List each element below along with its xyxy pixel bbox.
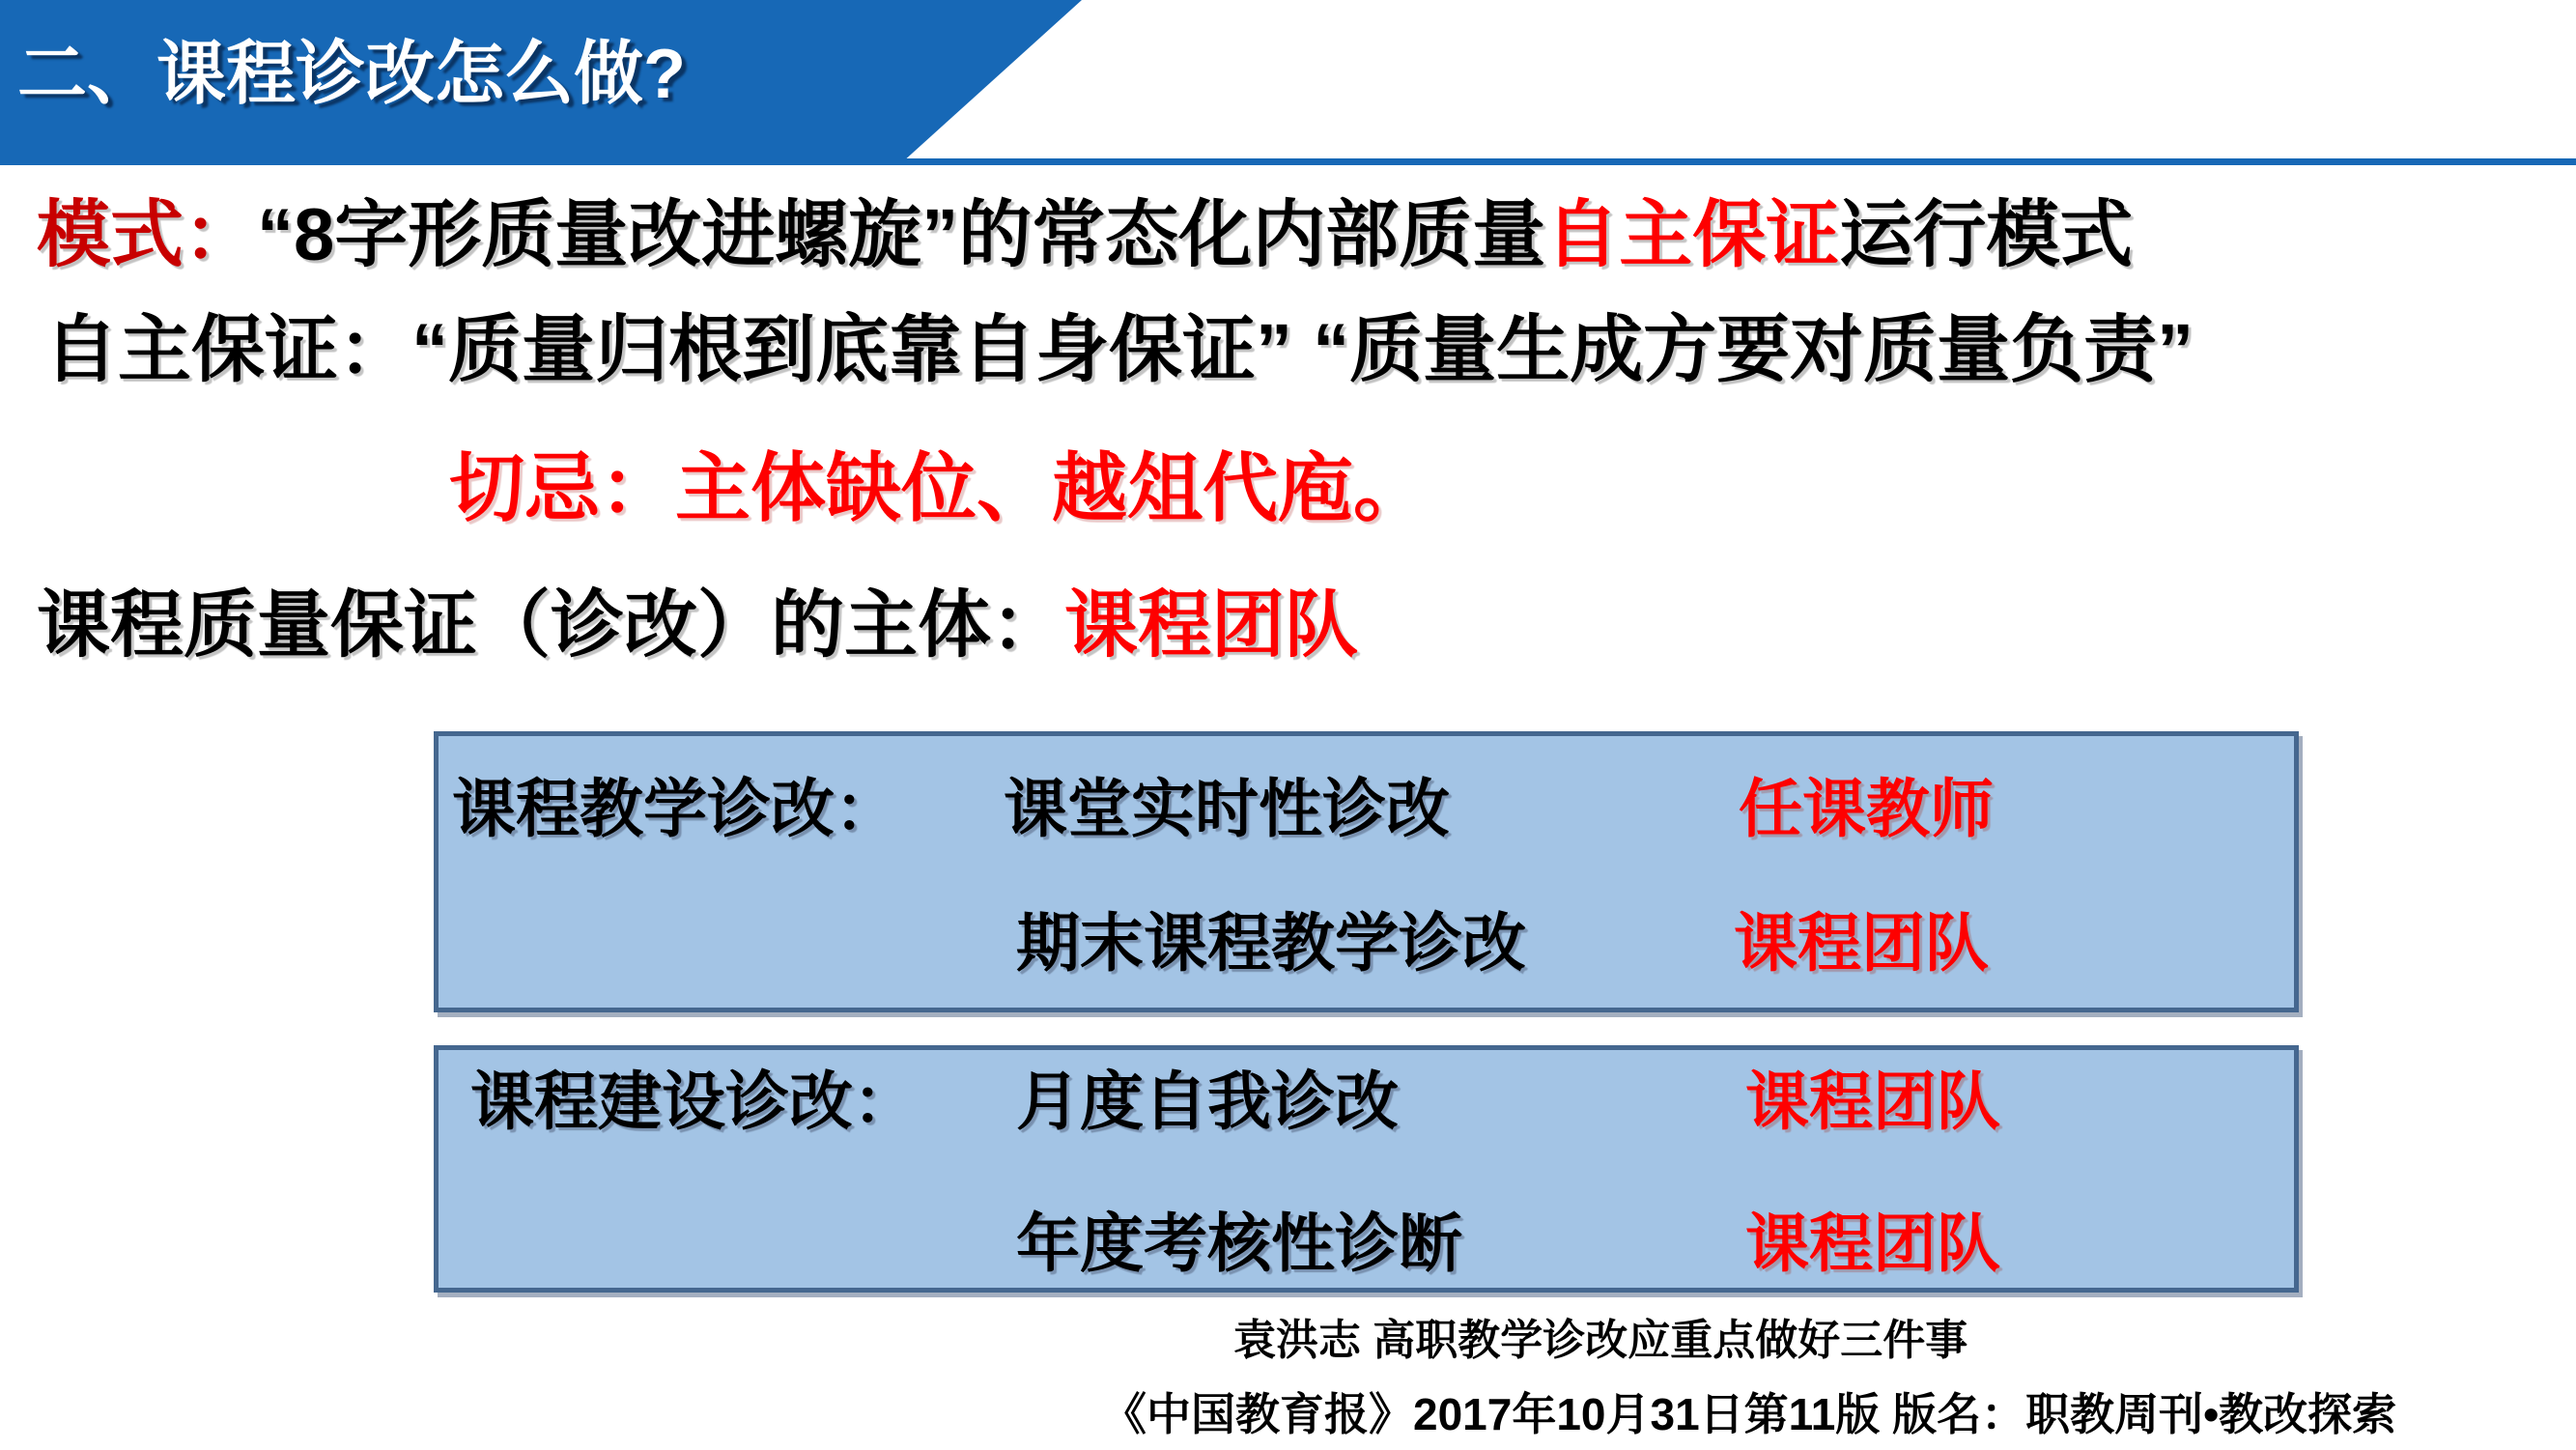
subject-highlight: 课程团队 (1064, 584, 1358, 667)
citation-author-line: 袁洪志 高职教学诊改应重点做好三件事 (1233, 1317, 1968, 1364)
construction-diagnosis-box (434, 1045, 2299, 1293)
box-row-item: 月度自我诊改 (1016, 1066, 1399, 1137)
mode-highlight: 自主保证 (1545, 194, 1840, 276)
box-row-item: 年度考核性诊断 (1016, 1208, 1462, 1279)
slide-title: 二、课程诊改怎么做? (17, 36, 686, 113)
mode-label: 模式： (37, 194, 257, 276)
box-row-item: 期末课程教学诊改 (1016, 907, 1526, 979)
box-row-actor: 任课教师 (1739, 773, 1994, 844)
box-row-item: 课堂实时性诊改 (1004, 773, 1450, 844)
box-row-actor: 课程团队 (1745, 1208, 2000, 1279)
box-row-label: 课程建设诊改： (470, 1066, 917, 1137)
warning-line: 切忌：主体缺位、越俎代庖。 (449, 445, 1430, 530)
box-row-actor: 课程团队 (1734, 907, 1989, 979)
subject-text: 课程质量保证（诊改）的主体： (37, 584, 1064, 667)
citation-source-line: 《中国教育报》2017年10月31日第11版 版名：职教周刊•教改探索 (1102, 1389, 2397, 1439)
box-row-actor: 课程团队 (1745, 1066, 2000, 1137)
mode-text-1: “8字形质量改进螺旋”的常态化内部质量 (257, 194, 1546, 276)
mode-line (37, 194, 2134, 276)
teaching-diagnosis-box (434, 731, 2299, 1012)
box-row-label: 课程教学诊改： (452, 773, 898, 844)
header-underline (0, 158, 2576, 165)
self-assurance-line: 自主保证：“质量归根到底靠自身保证” “质量生成方要对质量负责” (44, 309, 2194, 391)
mode-text-2: 运行模式 (1839, 194, 2134, 276)
subject-line (37, 584, 1358, 667)
